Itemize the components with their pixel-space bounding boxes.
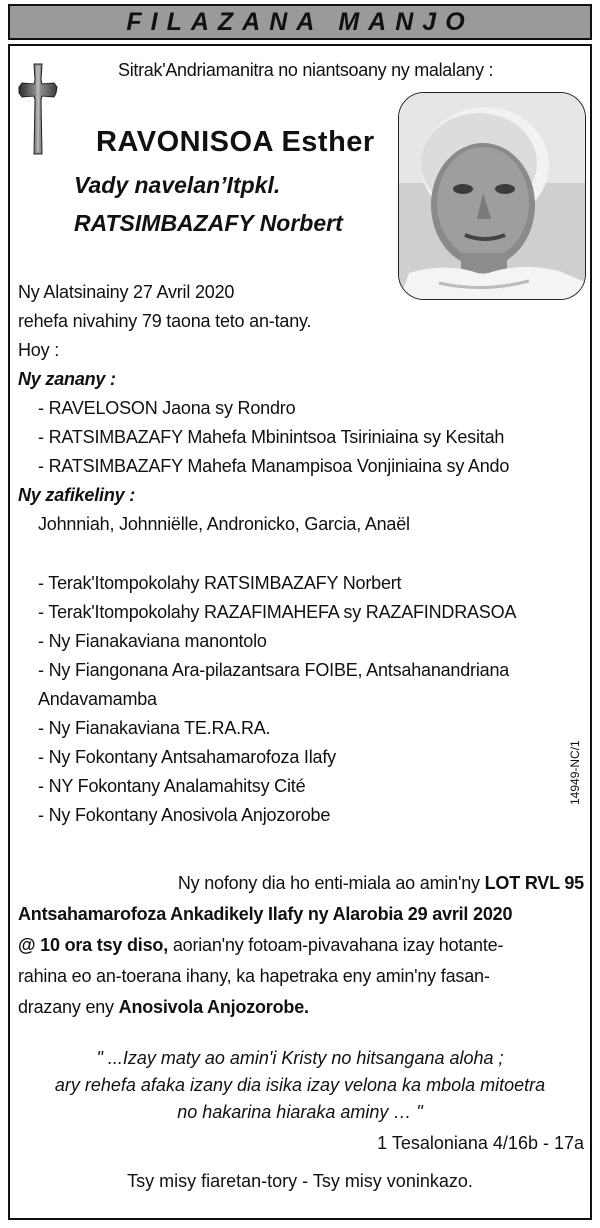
list-item: - Ny Fianakaviana TE.RA.RA.: [38, 718, 271, 738]
list-item: - RATSIMBAZAFY Mahefa Manampisoa Vonjiniaina sy Ando: [38, 456, 510, 476]
reference-code: 14949-NC/1: [568, 740, 582, 805]
list-item-continuation: Andavamamba: [38, 689, 157, 709]
funeral-text-bold: Anosivola Anjozorobe.: [118, 997, 309, 1017]
footer-note: Tsy misy fiaretan-tory - Tsy misy voninkazo.: [127, 1171, 473, 1191]
deceased-name: RAVONISOA Esther: [96, 126, 375, 158]
death-date: Ny Alatsinainy 27 Avril 2020: [18, 282, 235, 302]
funeral-text-bold: @ 10 ora tsy diso,: [18, 935, 169, 955]
funeral-line: [18, 961, 584, 992]
intro-text: Sitrak'Andriamanitra no niantsoany ny malalany :: [118, 60, 494, 80]
quote-line: ary rehefa afaka izany dia isika izay velona ka mbola mitoetra: [54, 1075, 546, 1095]
funeral-details: [18, 868, 584, 1023]
funeral-text: rahina eo an-toerana ihany, ka hapetraka eny amin'ny fasan-: [18, 966, 490, 986]
funeral-text: Ny nofony dia ho enti-miala ao amin'ny: [177, 873, 485, 893]
funeral-line: [18, 992, 584, 1023]
children-heading: Ny zanany :: [18, 369, 116, 389]
list-item: - RAVELOSON Jaona sy Rondro: [38, 398, 296, 418]
list-item: - NY Fokontany Analamahitsy Cité: [38, 776, 306, 796]
list-item: - Terak'Itompokolahy RAZAFIMAHEFA sy RAZAFINDRASOA: [38, 602, 517, 622]
funeral-text: aorian'ny fotoam-pivavahana izay hotante-: [168, 935, 504, 955]
list-item: - Ny Fokontany Antsahamarofoza Ilafy: [38, 747, 336, 767]
spouse-line-2: RATSIMBAZAFY Norbert: [74, 210, 343, 236]
grandchildren-heading: Ny zafikeliny :: [18, 485, 136, 505]
funeral-line: [18, 899, 584, 930]
funeral-line: [18, 930, 584, 961]
funeral-line: [18, 868, 584, 899]
list-item: - Ny Fiangonana Ara-pilazantsara FOIBE, Antsahanandriana: [38, 660, 510, 680]
grandchildren-names: Johnniah, Johnniëlle, Andronicko, Garcia, Anaël: [38, 514, 410, 534]
list-item: - Terak'Itompokolahy RATSIMBAZAFY Norbert: [38, 573, 402, 593]
header-title: FILAZANA MANJO: [126, 7, 474, 36]
spouse-line-1: Vady navelan’Itpkl.: [74, 172, 281, 198]
hoy-label: Hoy :: [18, 340, 60, 360]
cross-icon: [18, 60, 58, 158]
death-age: rehefa nivahiny 79 taona teto an-tany.: [18, 311, 312, 331]
header-banner: [8, 4, 592, 40]
verse-reference: 1 Tesaloniana 4/16b - 17a: [377, 1133, 584, 1153]
quote-line: " ...Izay maty ao amin'i Kristy no hitsangana aloha ;: [96, 1048, 504, 1068]
funeral-text-bold: LOT RVL 95: [484, 873, 584, 893]
funeral-text-bold: Antsahamarofoza Ankadikely Ilafy ny Alarobia 29 avril 2020: [18, 904, 513, 924]
bible-quote: [14, 1045, 586, 1126]
list-item: - Ny Fianakaviana manontolo: [38, 631, 267, 651]
quote-line: no hakarina hiaraka aminy … ": [177, 1102, 423, 1122]
funeral-text: drazany eny: [18, 997, 119, 1017]
list-item: - Ny Fokontany Anosivola Anjozorobe: [38, 805, 331, 825]
list-item: - RATSIMBAZAFY Mahefa Mbinintsoa Tsiriniaina sy Kesitah: [38, 427, 505, 447]
portrait-photo: [398, 92, 586, 300]
